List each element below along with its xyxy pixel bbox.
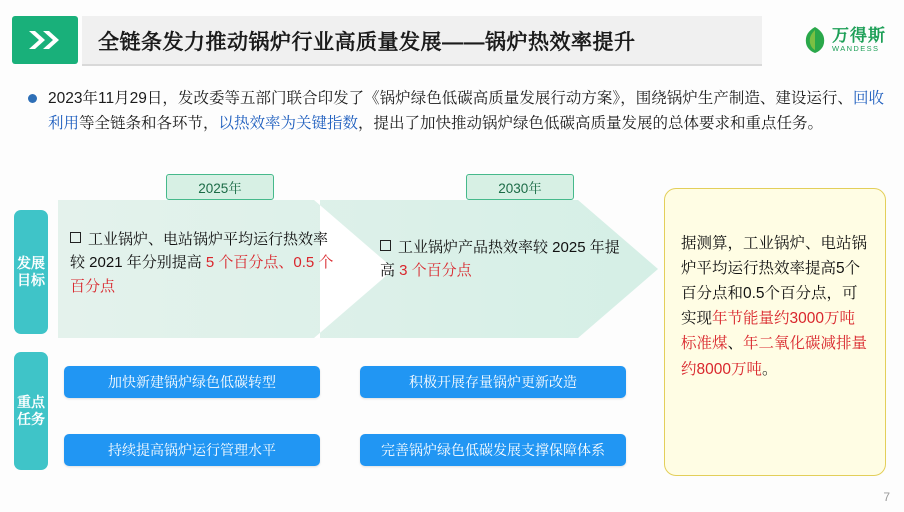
goal-item-2030 [380,236,620,283]
task-button-3[interactable]: 持续提高锅炉运行管理水平 [64,434,320,466]
square-checkbox-icon [380,240,391,251]
task-button-1[interactable]: 加快新建锅炉绿色低碳转型 [64,366,320,398]
intro-seg2-highlight: 回收利用 [48,90,884,133]
intro-seg5: ，提出了加快推动锅炉绿色低碳高质量发展的总体要求和重点任务。 [358,115,824,133]
intro-text [48,86,884,136]
bullet-dot-icon [28,94,37,103]
intro-seg1: 2023年11月29日，发改委等五部门联合印发了《锅炉绿色低碳高质量发展行动方案》，围绕锅炉生产制造、建设运行、 [48,90,853,107]
square-checkbox-icon [70,232,81,243]
note-seg3: 。 [761,360,778,378]
logo-cn: 万得斯 [832,26,886,46]
logo-text [832,27,886,53]
goal-item-2030-highlight: 3 个百分点 [399,262,472,280]
page-title: 全链条发力推动锅炉行业高质量发展——锅炉热效率提升 [98,31,636,54]
note-seg1: 据测算，工业锅炉、电站锅炉平均运行热效率提高5个百分点和0.5个百分点，可实现 [681,235,868,328]
goal-item-2030-text: 工业锅炉产品热效率较 2025 年提高 [380,239,620,280]
estimate-note-text [681,231,869,382]
intro-seg4-highlight: 以热效率为关键指数 [218,115,359,133]
goal-item-2025-text: 工业锅炉、电站锅炉平均运行热效率较 2021 年分别提高 [70,231,329,272]
logo-en: WANDESS [832,43,880,53]
goal-arrow-band [58,200,658,338]
goal-item-2025-highlight: 5 个百分点、0.5 个百分点 [70,254,334,295]
estimate-note-box [664,188,886,476]
year-tag-2025: 2025年 [166,174,274,200]
intro-paragraph [28,86,884,136]
note-seg2: 、 [727,335,744,353]
note-highlight-2: 年二氧化碳减排量约8000万吨 [681,335,868,378]
task-button-4[interactable]: 完善锅炉绿色低碳发展支撑保障体系 [360,434,626,466]
slide-header [0,16,904,64]
section-label-key-tasks: 重点任务 [14,352,48,470]
intro-seg3: 等全链条和各环节， [79,115,219,133]
year-tag-2030: 2030年 [466,174,574,200]
wandess-leaf-logo-icon [803,26,827,54]
goal-item-2025 [70,228,340,298]
page-number: 7 [883,490,890,504]
brand-logo [766,18,886,62]
task-button-2[interactable]: 积极开展存量锅炉更新改造 [360,366,626,398]
double-chevron-right-icon [12,16,78,64]
section-label-development-goal: 发展目标 [14,210,48,334]
note-highlight-1: 年节能量约3000万吨标准煤 [681,310,855,353]
